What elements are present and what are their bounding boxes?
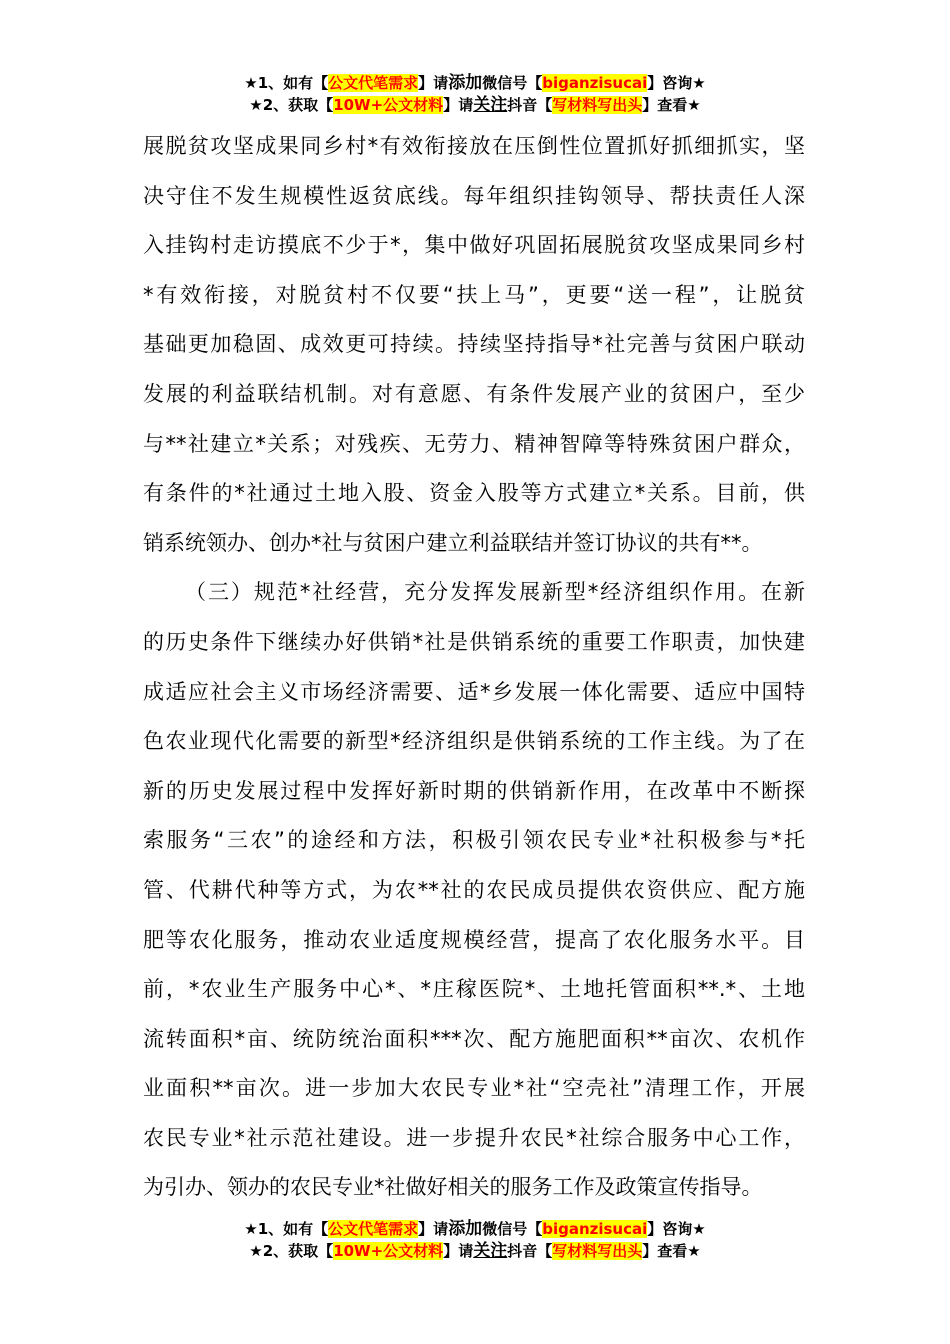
text-line: 成适应社会主义市场经济需要、适*乡发展一体化需要、适应中国特 (143, 679, 805, 704)
banner-text: 】查看★ (642, 1242, 701, 1260)
text-line: 有条件的*社通过土地入股、资金入股等方式建立*关系。目前，供 (143, 481, 805, 506)
banner-highlight: 公文代笔需求 (328, 74, 419, 92)
text-line: 销系统领办、创办*社与贫困户建立利益联结并签订协议的共有**。 (143, 530, 763, 555)
banner-highlight: 10W+公文材料 (333, 96, 444, 114)
text-line: 管、代耕代种等方式，为农**社的农民成员提供农资供应、配方施 (143, 877, 805, 902)
banner-text: 】请 (418, 1220, 449, 1238)
text-line: *有效衔接，对脱贫村不仅要“扶上马”，更要“送一程”，让脱贫 (143, 282, 805, 307)
banner-highlight: 10W+公文材料 (333, 1242, 444, 1260)
banner-text: ★1、如有【 (244, 74, 329, 92)
banner-text: 】咨询★ (647, 1220, 706, 1238)
footer-banner (0, 1218, 950, 1262)
text-line: 业面积**亩次。进一步加大农民专业*社“空壳社”清理工作，开展 (143, 1076, 805, 1101)
banner-emphasis: 关注 (473, 1241, 508, 1261)
banner-text: 微信号【 (482, 74, 543, 92)
banner-highlight: 公文代笔需求 (328, 1220, 419, 1238)
text-line: 流转面积*亩、统防统治面积***次、配方施肥面积**亩次、农机作 (143, 1026, 805, 1051)
text-line: 肥等农化服务，推动农业适度规模经营，提高了农化服务水平。目 (143, 927, 805, 952)
banner-line-1 (0, 1218, 950, 1240)
banner-text: ★1、如有【 (244, 1220, 329, 1238)
text-line: 农民专业*社示范社建设。进一步提升农民*社综合服务中心工作， (143, 1125, 805, 1150)
banner-line-1 (0, 72, 950, 94)
banner-line-2 (0, 94, 950, 116)
banner-text: 抖音【 (507, 96, 553, 114)
document-body (143, 122, 805, 1213)
text-line: 为引办、领办的农民专业*社做好相关的服务工作及政策宣传指导。 (143, 1175, 763, 1200)
header-banner (0, 72, 950, 116)
section-heading-line: （三）规范*社经营，充分发挥发展新型*经济组织作用。在新 (185, 580, 805, 605)
banner-text: ★2、获取【 (249, 96, 334, 114)
text-line: 发展的利益联结机制。对有意愿、有条件发展产业的贫困户，至少 (143, 381, 805, 406)
text-line: 展脱贫攻坚成果同乡村*有效衔接放在压倒性位置抓好抓细抓实，坚 (143, 134, 805, 158)
text-line: 基础更加稳固、成效更可持续。持续坚持指导*社完善与贫困户联动 (143, 332, 805, 357)
banner-highlight: biganzisucai (542, 74, 648, 92)
banner-text: 】请 (443, 96, 474, 114)
banner-line-2 (0, 1240, 950, 1262)
text-line: 索服务“三农”的途经和方法，积极引领农民专业*社积极参与*托 (143, 828, 805, 853)
banner-text: 】咨询★ (647, 74, 706, 92)
banner-emphasis: 添加 (448, 1219, 483, 1239)
banner-emphasis: 添加 (448, 73, 483, 93)
banner-text: ★2、获取【 (249, 1242, 334, 1260)
banner-text: 抖音【 (507, 1242, 553, 1260)
banner-text: 】请 (443, 1242, 474, 1260)
banner-emphasis: 关注 (473, 95, 508, 115)
banner-highlight: 写材料写出头 (552, 96, 643, 114)
text-line: 前，*农业生产服务中心*、*庄稼医院*、土地托管面积**.*、土地 (143, 977, 805, 1002)
text-line: 的历史条件下继续办好供销*社是供销系统的重要工作职责，加快建 (143, 629, 805, 654)
banner-text: 】查看★ (642, 96, 701, 114)
text-line: 新的历史发展过程中发挥好新时期的供销新作用，在改革中不断探 (143, 778, 805, 803)
text-line: 与**社建立*关系；对残疾、无劳力、精神智障等特殊贫困户群众， (143, 431, 805, 456)
text-line: 入挂钩村走访摸底不少于*，集中做好巩固拓展脱贫攻坚成果同乡村 (143, 233, 805, 258)
text-line: 决守住不发生规模性返贫底线。每年组织挂钩领导、帮扶责任人深 (143, 183, 805, 208)
banner-text: 】请 (418, 74, 449, 92)
text-line: 色农业现代化需要的新型*经济组织是供销系统的工作主线。为了在 (143, 729, 805, 754)
banner-text: 微信号【 (482, 1220, 543, 1238)
banner-highlight: biganzisucai (542, 1220, 648, 1238)
banner-highlight: 写材料写出头 (552, 1242, 643, 1260)
